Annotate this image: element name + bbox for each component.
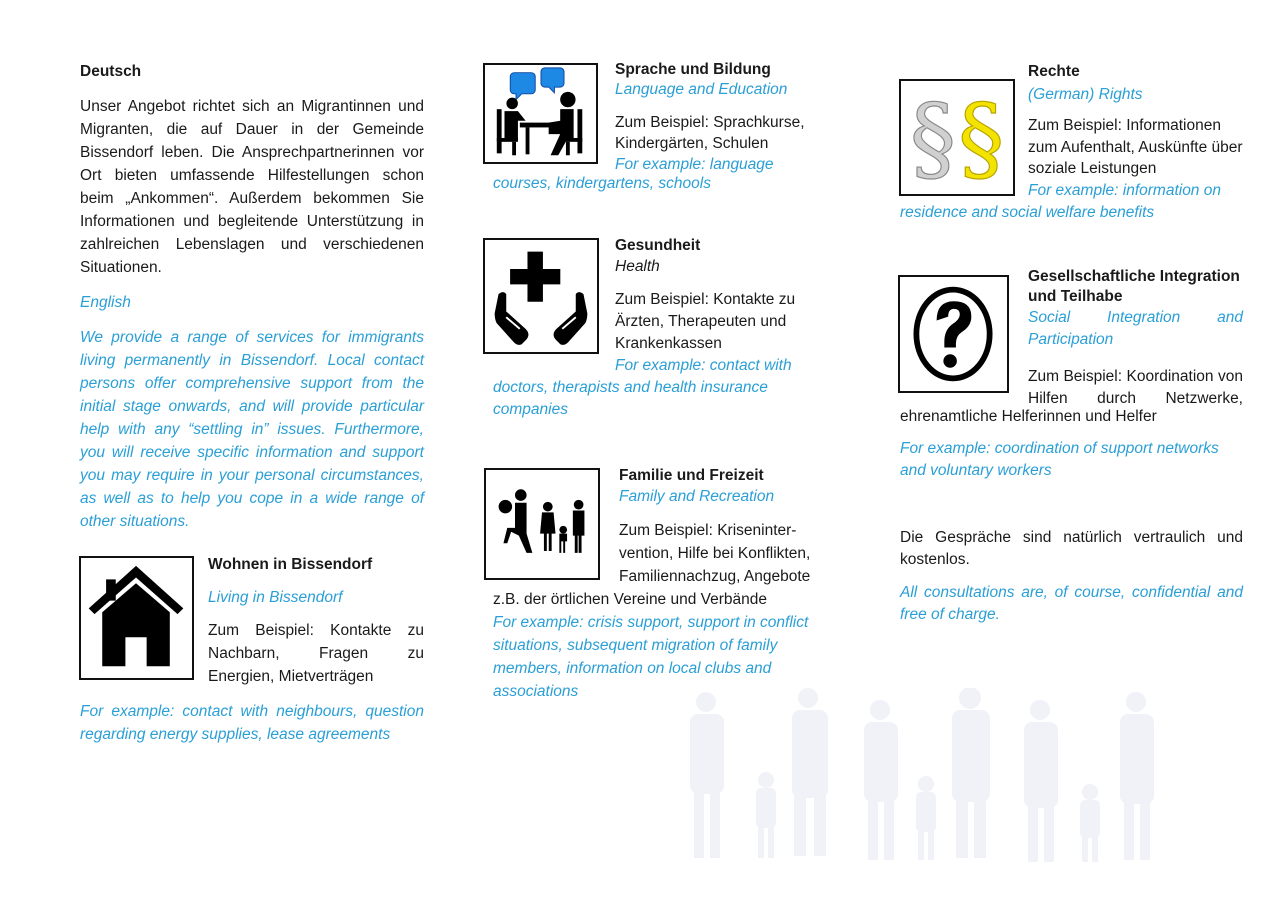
example-gesundheit-de: Zum Beispiel: Kontakte zu Ärzten, Therapeuten und Krankenkassen xyxy=(615,291,796,352)
example-familie-de-b: z.B. der örtlichen Vereine und Verbände xyxy=(493,591,768,608)
paragraph-icon xyxy=(901,81,1013,194)
example-rechte-en-a: For example: information on xyxy=(1028,181,1221,199)
section-integration xyxy=(1028,267,1243,410)
medical-care-icon xyxy=(485,240,597,352)
title-wohnen-de: Wohnen in Bissendorf xyxy=(208,556,373,573)
silhouette-adult-4 xyxy=(952,688,990,858)
title-gesundheit-de: Gesundheit xyxy=(615,237,701,254)
silhouette-child-3 xyxy=(1080,784,1100,862)
closing-text-de: Die Gespräche sind natürlich vertraulich und kostenlos. xyxy=(900,529,1243,568)
silhouette-adult-1 xyxy=(690,692,724,858)
section-rechte xyxy=(1028,60,1253,201)
example-integration-de-a: Zum Beispiel: Koordination von Hilfen durch Netzwerke, xyxy=(1028,368,1243,407)
example-gesundheit-en-a: For example: contact with xyxy=(615,357,792,374)
family-silhouettes-background xyxy=(680,688,1220,868)
intro-text-de: Unser Angebot richtet sich an Migrantinnen und Migranten, die auf Dauer in der Gemeinde Bissendorf leben. Die Ansprechpartnerinnen vor Ort bieten umfassende Hilfestellungen schon beim „Ankommen“. Außerdem bekommen Sie Informationen und begleitende Unterstützung in zahlreichen Lebenslagen und verschiedenen Situationen. xyxy=(80,98,424,276)
gold-paragraph-glyph: § xyxy=(957,83,1005,192)
title-rechte-de: Rechte xyxy=(1028,63,1080,80)
house-icon-box xyxy=(79,556,194,680)
medical-care-icon-box xyxy=(483,238,599,354)
example-familie-en: For example: crisis support, support in conflict situations, subsequent migration of family members, information on local clubs and associations xyxy=(493,614,809,700)
example-gesundheit-en-b: doctors, therapists and health insurance companies xyxy=(493,379,768,418)
family-icon-box xyxy=(484,468,600,580)
silhouette-adult-5 xyxy=(1024,700,1058,862)
section-gesundheit xyxy=(615,235,840,377)
closing-text-en: All consultations are, of course, confidential and free of charge. xyxy=(900,584,1243,623)
title-wohnen-en: Living in Bissendorf xyxy=(208,589,343,606)
silhouette-child-2 xyxy=(916,776,936,860)
intro-text-en: We provide a range of services for immigrants living permanently in Bissendorf. Local contact persons offer comprehensive support from the initial stage onwards, and will provide particular help with any “settling in” issues. Furthermore, you will receive specific information and support you may require in your personal circumstances, as well as to help you cope in a wide range of other situations. xyxy=(80,329,424,530)
silhouette-child-1 xyxy=(756,772,776,858)
title-integration-en: Social Integration and Participation xyxy=(1028,309,1243,348)
title-gesundheit-en: Health xyxy=(615,258,660,275)
example-wohnen-de: Zum Beispiel: Kontakte zu Nachbarn, Fragen zu Energien, Mietverträgen xyxy=(208,622,424,685)
conversation-icon xyxy=(485,65,596,162)
title-integration-de: Gesellschaftliche Integration und Teilhabe xyxy=(1028,268,1240,305)
question-icon xyxy=(900,277,1007,391)
silhouette-adult-6 xyxy=(1120,692,1154,860)
conversation-icon-box xyxy=(483,63,598,164)
example-rechte-en-b: residence and social welfare benefits xyxy=(900,204,1155,221)
column-intro xyxy=(80,60,424,533)
title-rechte-en: (German) Rights xyxy=(1028,86,1143,103)
example-sprache-en-b: courses, kindergartens, schools xyxy=(493,175,711,192)
title-sprache-en: Language and Education xyxy=(615,81,788,98)
house-icon xyxy=(81,558,192,678)
example-wohnen-en: For example: contact with neighbours, question regarding energy supplies, lease agreements xyxy=(80,703,424,743)
silver-paragraph-glyph: § xyxy=(909,83,957,192)
example-rechte-de: Zum Beispiel: Informationen zum Aufenthalt, Auskünfte über soziale Leistungen xyxy=(1028,117,1243,177)
title-familie-de: Familie und Freizeit xyxy=(619,467,764,484)
example-integration-en: For example: coordination of support networks and voluntary workers xyxy=(900,440,1219,479)
title-familie-en: Family and Recreation xyxy=(619,488,775,505)
section-sprache xyxy=(615,60,840,175)
example-sprache-en-a: For example: language xyxy=(615,156,774,173)
example-integration-de-b: ehrenamtliche Helferinnen und Helfer xyxy=(900,408,1157,425)
question-icon-box xyxy=(898,275,1009,393)
section-familie xyxy=(619,465,834,588)
example-familie-de-a: Zum Beispiel: Kriseninter-vention, Hilfe bei Konflikten, Familiennachzug, Angebote xyxy=(619,522,811,585)
heading-deutsch: Deutsch xyxy=(80,63,142,80)
family-icon xyxy=(486,470,598,578)
example-sprache-de: Zum Beispiel: Sprachkurse, Kindergärten, Schulen xyxy=(615,114,805,152)
silhouette-adult-2 xyxy=(792,688,828,856)
paragraph-icon-box xyxy=(899,79,1015,196)
title-sprache-de: Sprache und Bildung xyxy=(615,61,771,78)
silhouette-adult-3 xyxy=(864,700,898,860)
heading-english: English xyxy=(80,294,131,311)
section-wohnen xyxy=(208,553,424,688)
